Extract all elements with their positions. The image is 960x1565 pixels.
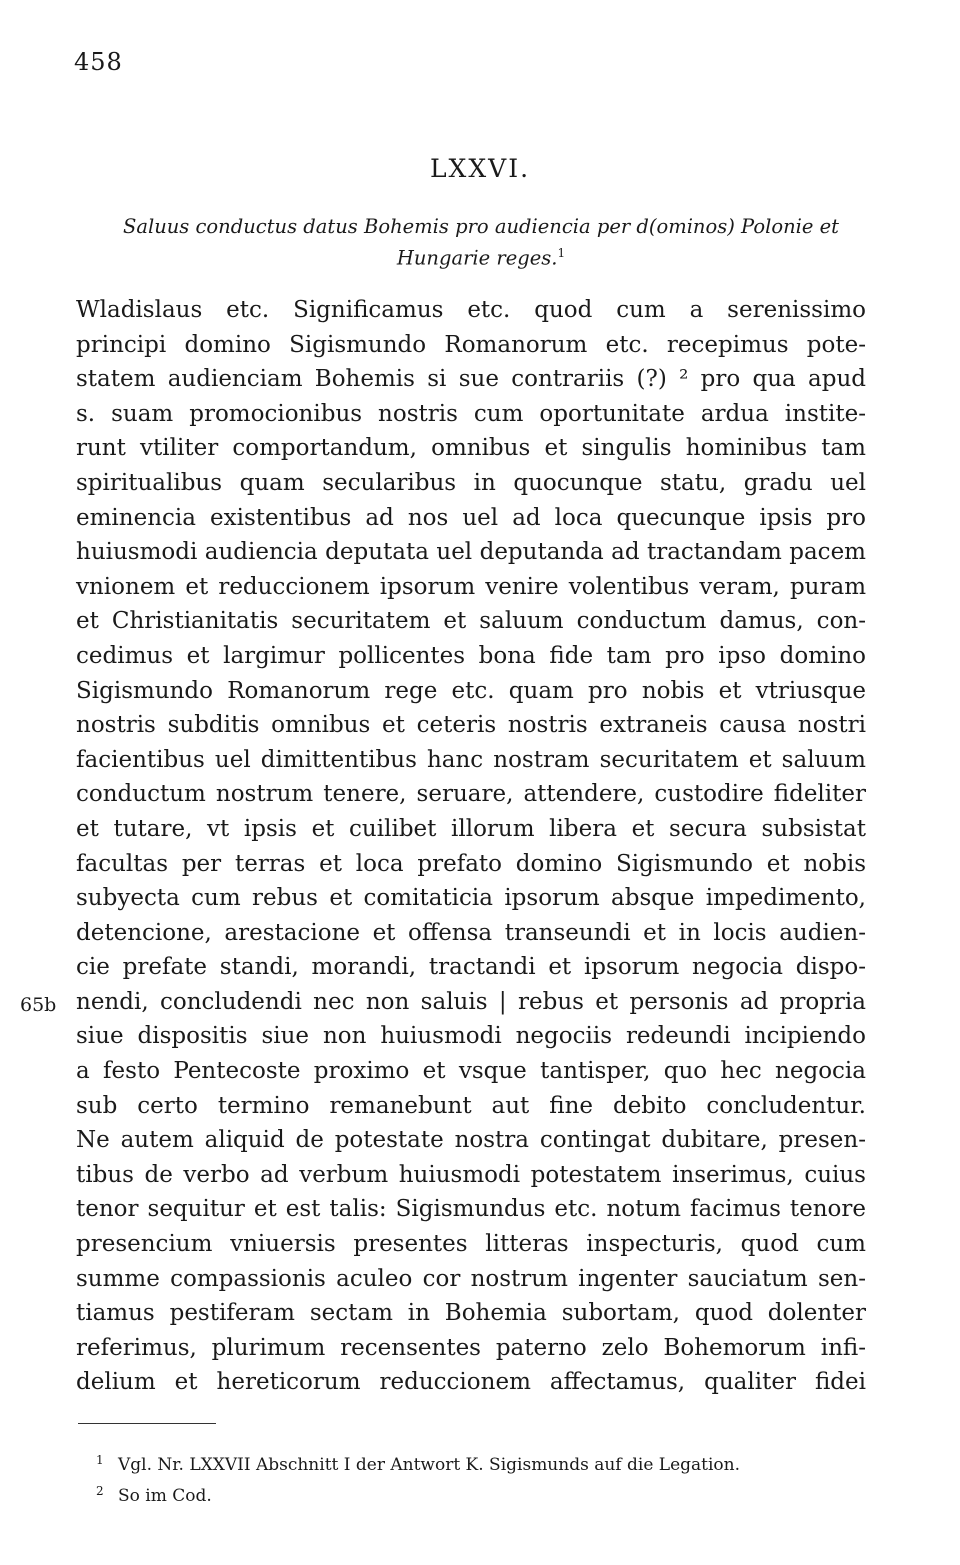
body-line: tenor sequitur et est talis: Sigismundus etc. notum facimus tenore <box>76 1196 866 1223</box>
body-line: cedimus et largimur pollicentes bona fide tam pro ipso domino <box>76 642 866 669</box>
body-line: spiritualibus quam secularibus in quocunque statu, gradu uel <box>76 469 866 496</box>
body-text <box>76 293 866 1400</box>
body-line: presencium vniuersis presentes litteras inspecturis, quod cum <box>76 1231 866 1258</box>
body-line: et Christianitatis securitatem et saluum conductum damus, con- <box>76 608 866 635</box>
body-line: referimus, plurimum recensentes paterno zelo Bohemorum infi- <box>76 1334 866 1361</box>
body-line: summe compassionis aculeo cor nostrum ingenter sauciatum sen- <box>76 1265 866 1292</box>
body-line: Wladislaus etc. Significamus etc. quod cum a serenissimo <box>76 297 866 323</box>
page-number: 458 <box>74 48 123 76</box>
body-line: et tutare, vt ipsis et cuilibet illorum libera et secura subsistat <box>76 815 866 842</box>
margin-folio-note: 65b <box>20 994 57 1016</box>
body-line: vnionem et reduccionem ipsorum venire volentibus veram, puram <box>76 573 866 600</box>
body-line: siue dispositis siue non huiusmodi negociis redeundi incipiendo <box>76 1023 866 1050</box>
body-line: tibus de verbo ad verbum huiusmodi potestatem inserimus, cuius <box>76 1161 866 1188</box>
footnote-divider <box>78 1423 216 1424</box>
body-line: Ne autem aliquid de potestate nostra contingat dubitare, presen- <box>76 1127 866 1154</box>
footnotes <box>96 1447 876 1509</box>
body-line: cie prefate standi, morandi, tractandi et ipsorum negocia dispo- <box>76 954 866 981</box>
body-line: nendi, concludendi nec non saluis | rebus et personis ad propria <box>76 988 866 1015</box>
body-line: facientibus uel dimittentibus hanc nostram securitatem et saluum <box>76 746 866 773</box>
body-line: nostris subditis omnibus et ceteris nostris extraneis causa nostri <box>76 712 866 739</box>
body-line: statem audienciam Bohemis si sue contrariis (?) ² pro qua apud <box>76 366 866 393</box>
body-line: runt vtiliter comportandum, omnibus et singulis hominibus tam <box>76 435 866 462</box>
body-line: subyecta cum rebus et comitaticia ipsorum absque impedimento, <box>76 885 866 912</box>
document-heading <box>96 214 866 272</box>
body-line: s. suam promocionibus nostris cum oportunitate ardua institе- <box>76 400 866 427</box>
footnote <box>96 1447 876 1478</box>
footnote-mark: 1 <box>96 1453 104 1467</box>
body-line: sub certo termino remanebunt aut fine debito concludentur. <box>76 1092 866 1119</box>
footnote-text: So im Cod. <box>118 1486 212 1506</box>
body-line: detencione, arestacione et offensa transeundi et in locis audien- <box>76 919 866 946</box>
body-line: eminencia existentibus ad nos uel ad loca quecunque ipsis pro <box>76 504 866 531</box>
body-line: conductum nostrum tenere, seruare, attendere, custodire fideliter <box>76 781 866 808</box>
body-line: a festo Pentecoste proximo et vsque tantisper, quo hec negocia <box>76 1058 866 1085</box>
heading-footnote-ref: 1 <box>557 246 566 260</box>
body-line: facultas per terras et loca prefato domino Sigismundo et nobis <box>76 850 866 877</box>
heading-text: Saluus conductus datus Bohemis pro audiencia per d(ominos) Polonie et Hungarie reges. <box>122 215 840 270</box>
footnote-mark: 2 <box>96 1484 104 1498</box>
body-line: tiamus pestiferam sectam in Bohemia subortam, quod dolenter <box>76 1300 866 1327</box>
body-line: principi domino Sigismundo Romanorum etc. recepimus pote- <box>76 331 866 358</box>
body-line: delium et hereticorum reduccionem affectamus, qualiter fidei <box>76 1369 866 1396</box>
body-line: huiusmodi audiencia deputata uel deputanda ad tractandam pacem <box>76 539 866 566</box>
body-line: Sigismundo Romanorum rege etc. quam pro nobis et vtriusque <box>76 677 866 704</box>
footnote <box>96 1478 876 1509</box>
document-number: LXXVI. <box>429 154 531 183</box>
footnote-text: Vgl. Nr. LXXVII Abschnitt I der Antwort K. Sigismunds auf die Legation. <box>118 1455 741 1475</box>
